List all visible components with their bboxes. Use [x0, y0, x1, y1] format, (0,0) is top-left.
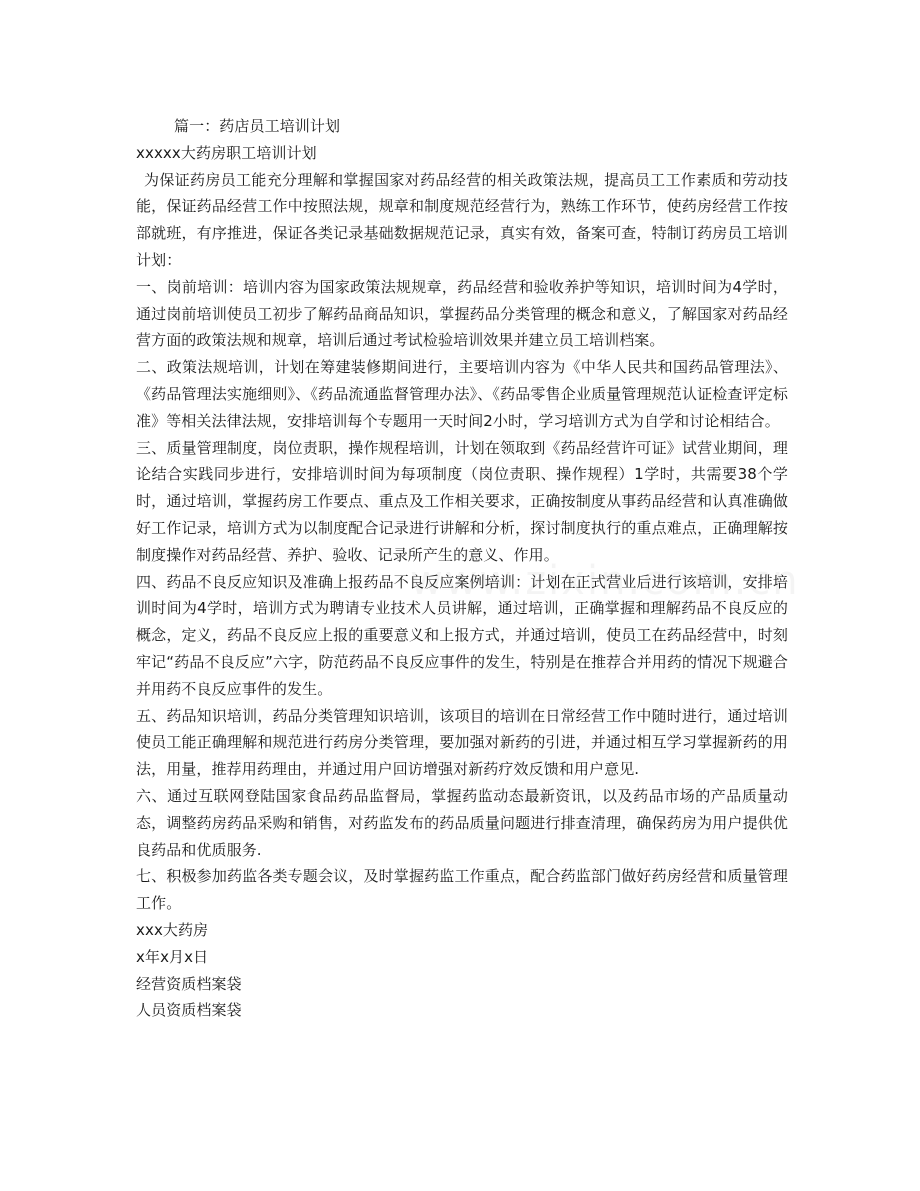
section-2: 二、政策法规培训，计划在筹建装修期间进行，主要培训内容为《中华人民共和国药品管理法》、《药品管理法实施细则》、《药品流通监督管理办法》、《药品零售企业质量管理规范认证检查评定标准》等相关法律法规，安排培训每个专题用一天时间2小时，学习培训方式为自学和讨论相结合。	[136, 358, 788, 430]
trailing-item-business-qualification: 经营资质档案袋	[136, 974, 242, 993]
trailing-item-personnel-qualification: 人员资质档案袋	[136, 1001, 242, 1020]
document-heading: 篇一：药店员工培训计划	[174, 117, 341, 135]
section-5: 五、药品知识培训，药品分类管理知识培训，该项目的培训在日常经营工作中随时进行，通过培训使员工能正确理解和规范进行药房分类管理，要加强对新药的引进，并通过相互学习掌握新药的用法，用量，推荐用药理由，并通过用户回访增强对新药疗效反馈和用户意见.	[136, 706, 788, 779]
section-7: 七、积极参加药监各类专题会议，及时掌握药监工作重点，配合药监部门做好药房经营和质量管理工作。	[136, 867, 788, 913]
section-1: 一、岗前培训：培训内容为国家政策法规规章，药品经营和验收养护等知识，培训时间为4学时，通过岗前培训使员工初步了解药品商品知识，掌握药品分类管理的概念和意义，了解国家对药品经营方面的政策法规和规章，培训后通过考试检验培训效果并建立员工培训档案。	[136, 277, 788, 350]
section-6: 六、通过互联网登陆国家食品药品监督局，掌握药监动态最新资讯，以及药品市场的产品质量动态，调整药房药品采购和销售，对药监发布的药品质量问题进行排查清理，确保药房为用户提供优良药品和优质服务.	[136, 786, 788, 859]
date-line: x年x月x日	[136, 947, 209, 966]
document-subtitle: xxxxx大药房职工培训计划	[136, 143, 317, 162]
section-4: 四、药品不良反应知识及准确上报药品不良反应案例培训：计划在正式营业后进行该培训，安排培训时间为4学时，培训方式为聘请专业技术人员讲解，通过培训，正确掌握和理解药品不良反应的概念，定义，药品不良反应上报的重要意义和上报方式，并通过培训，使员工在药品经营中，时刻牢记“药品不良反应”六字，防范药品不良反应事件的发生，特别是在推荐合并用药的情况下规避合并用药不良反应事件的发生。	[136, 572, 788, 698]
signature: xxx大药房	[136, 920, 209, 939]
section-3: 三、质量管理制度，岗位责职，操作规程培训，计划在领取到《药品经营许可证》试营业期间，理论结合实践同步进行，安排培训时间为每项制度（岗位责职、操作规程）1学时，共需要38个学时，通过培训，掌握药房工作要点、重点及工作相关要求，正确按制度从事药品经营和认真准确做好工作记录，培训方式为以制度配合记录进行讲解和分析，探讨制度执行的重点难点，正确理解按制度操作对药品经营、养护、验收、记录所产生的意义、作用。	[136, 438, 788, 564]
intro-paragraph: 为保证药房员工能充分理解和掌握国家对药品经营的相关政策法规，提高员工工作素质和劳动技能，保证药品经营工作中按照法规，规章和制度规范经营行为，熟练工作环节，使药房经营工作按部就班，有序推进，保证各类记录基础数据规范记录，真实有效，备案可查，特制订药房员工培训计划：	[136, 170, 788, 269]
document-body	[136, 113, 788, 1024]
